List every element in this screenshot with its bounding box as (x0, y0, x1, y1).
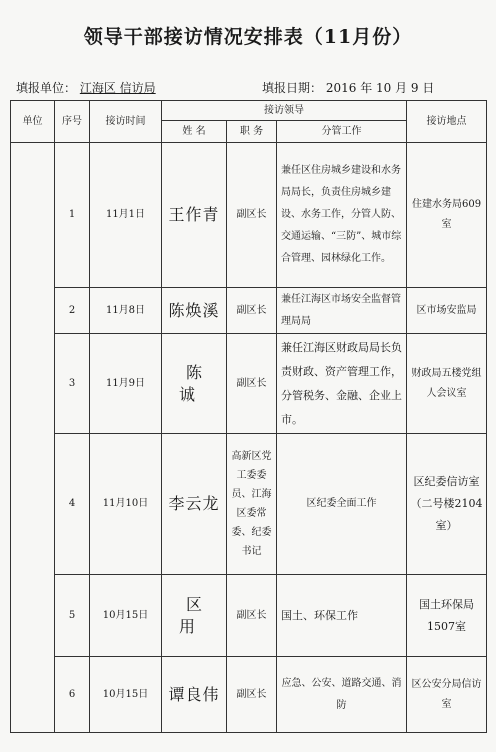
post-cell: 副区长 (227, 288, 277, 334)
location-cell: 区纪委信访室（二号楼2104室） (407, 434, 487, 575)
work-cell: 区纪委全面工作 (277, 434, 407, 575)
header-seq: 序号 (55, 101, 90, 143)
leader-name: 陈 诚 (162, 334, 227, 434)
seq-cell: 5 (55, 575, 90, 657)
fill-date-value: 2016 年 10 月 9 日 (325, 81, 435, 95)
location-cell: 财政局五楼党组人会议室 (407, 334, 487, 434)
header-row (11, 101, 487, 121)
header-time: 接访时间 (90, 101, 162, 143)
leader-name: 区 用 (162, 575, 227, 657)
time-cell: 11月9日 (90, 334, 162, 434)
seq-cell: 4 (55, 434, 90, 575)
work-cell: 应急、公安、道路交通、消防 (277, 657, 407, 733)
leader-name: 陈焕溪 (162, 288, 227, 334)
time-cell: 10月15日 (90, 657, 162, 733)
table-row (11, 657, 487, 733)
header-unit: 单位 (11, 101, 55, 143)
fill-date (262, 79, 434, 96)
location-cell: 住建水务局609室 (407, 143, 487, 288)
seq-cell: 6 (55, 657, 90, 733)
work-cell: 兼任区住房城乡建设和水务局局长，负责住房城乡建设、水务工作，分管人防、交通运输、“三防”、城市综合管理、园林绿化工作。 (277, 143, 407, 288)
leader-name: 谭良伟 (162, 657, 227, 733)
location-cell: 区公安分局信访室 (407, 657, 487, 733)
reception-schedule-table (10, 100, 487, 733)
time-cell: 11月10日 (90, 434, 162, 575)
header-location: 接访地点 (407, 101, 487, 143)
header-name: 姓 名 (162, 121, 227, 143)
post-cell: 副区长 (227, 575, 277, 657)
seq-cell: 1 (55, 143, 90, 288)
time-cell: 11月1日 (90, 143, 162, 288)
post-cell: 副区长 (227, 334, 277, 434)
seq-cell: 2 (55, 288, 90, 334)
location-cell: 区市场安监局 (407, 288, 487, 334)
table-row (11, 334, 487, 434)
table-row (11, 575, 487, 657)
header-leader: 接访领导 (162, 101, 407, 121)
post-cell: 副区长 (227, 657, 277, 733)
page-title: 领导干部接访情况安排表（11月份） (83, 26, 413, 48)
fill-unit-value: 江海区 信访局 (79, 81, 156, 95)
time-cell: 10月15日 (90, 575, 162, 657)
leader-name: 李云龙 (162, 434, 227, 575)
work-cell: 兼任江海区财政局局长负责财政、资产管理工作，分管税务、金融、企业上市。 (277, 334, 407, 434)
post-cell: 高新区党工委委员、江海区委常委、纪委书记 (227, 434, 277, 575)
header-post: 职 务 (227, 121, 277, 143)
fill-unit-label: 填报单位： (16, 81, 77, 95)
fill-date-label: 填报日期： (262, 81, 323, 95)
seq-cell: 3 (55, 334, 90, 434)
fill-unit (16, 79, 156, 96)
leader-name: 王作青 (162, 143, 227, 288)
time-cell: 11月8日 (90, 288, 162, 334)
location-cell: 国土环保局1507室 (407, 575, 487, 657)
post-cell: 副区长 (227, 143, 277, 288)
work-cell: 兼任江海区市场安全监督管理局局 (277, 288, 407, 334)
table-row (11, 143, 487, 288)
work-cell: 国土、环保工作 (277, 575, 407, 657)
header-work: 分管工作 (277, 121, 407, 143)
table-row (11, 434, 487, 575)
unit-cell (11, 143, 55, 733)
table-row (11, 288, 487, 334)
